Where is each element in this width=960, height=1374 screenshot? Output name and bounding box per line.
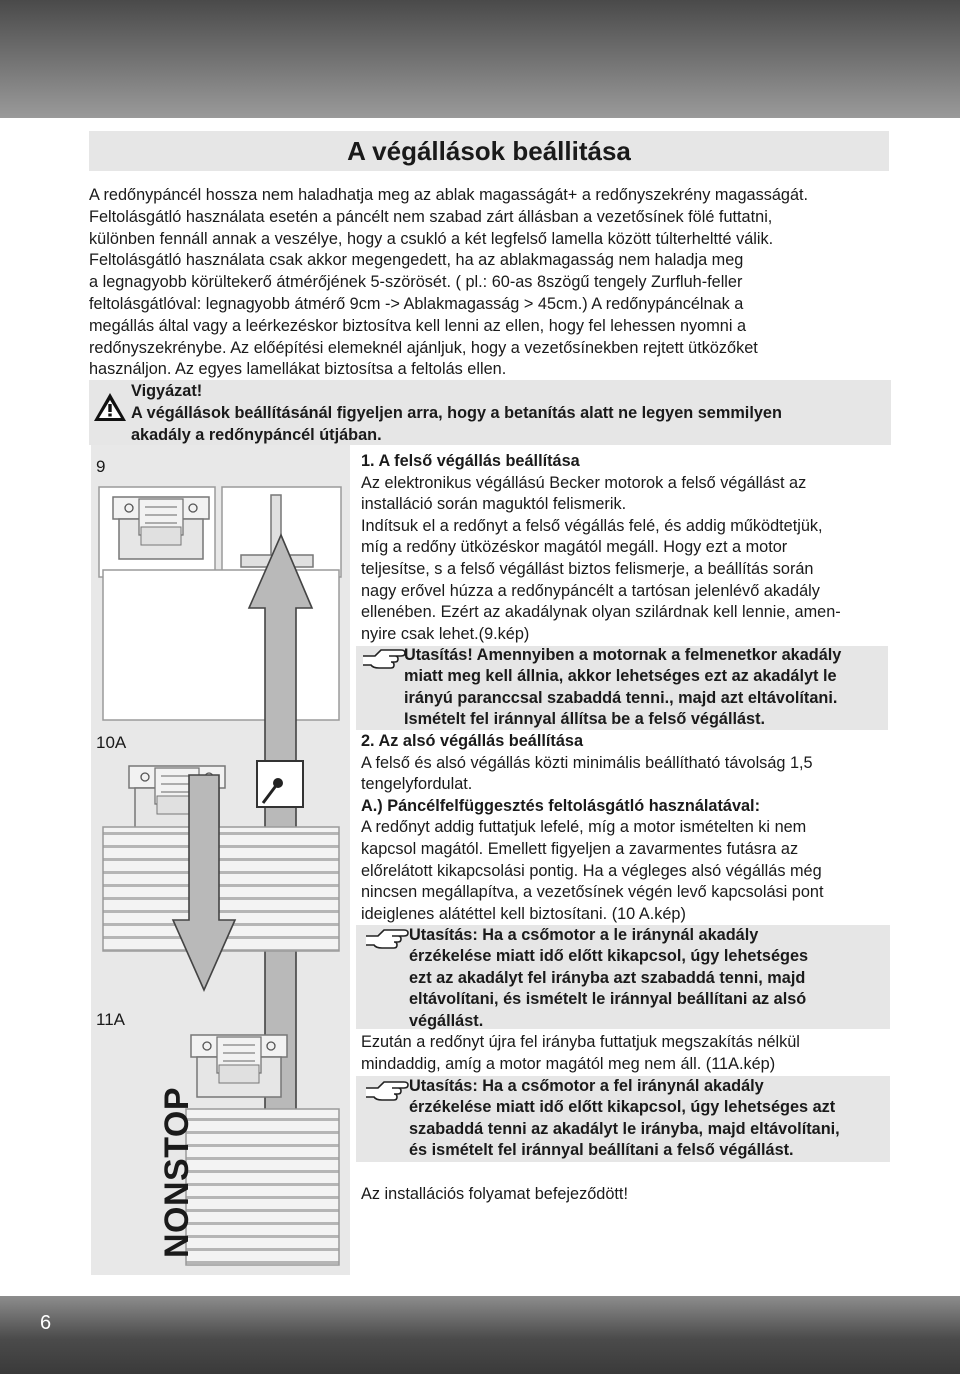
- shutter-slats: [186, 1109, 339, 1265]
- intro-line: Feltolásgátló használata esetén a páncélt nem szabad zárt állásban a vezetősínek fölé futtatni,: [89, 207, 773, 226]
- intro-line: a legnagyobb körültekerő átmérőjének 5-szörösét. ( pl.: 60-as 8szögű tengely Zurfluh-feller: [89, 273, 743, 292]
- pointing-hand-icon: [361, 646, 407, 672]
- figure-label-11a: 11A: [96, 1010, 125, 1029]
- intro-line: redőnyszekrénybe. Az előépítési elemeknél ajánljuk, hogy a vezetősínekben rejtett ütközőket: [89, 338, 758, 357]
- section1-text: 1. A felső végállás beállítása Az elektronikus végállású Becker motorok a felső végállást az installáció során maguktól felismerik. Indítsuk el a redőnyt a felső végállás felé, és addig működtetjük, míg a redőny ütközéskor magától megáll. Hogy ezt a motor teljesítse, s a felső végállást biztos felismerje, a beállítás során nagy erővel húzza a redőnypáncélt a tartósan jelenlévő akadály ellenében. Ezért az akadálynak olyan szilárdnak kell lennie, amen- nyire csak lehet.(9.kép): [361, 452, 841, 643]
- intro-line: Feltolásgátló használata csak akkor megengedett, ha az ablakmagasság nem haladja meg: [89, 251, 744, 270]
- section2-text: 2. Az alsó végállás beállítása A felső és alsó végállás közti minimális beállítható távolság 1,5 tengelyfordulat. A.) Páncélfelfüggesztés feltolásgátló használatával: A redőnyt addig futtatjuk lefelé, míg a motor ismételten ki nem kapcsol magától. Emellett figyeljen a zavarmentes futásra az előrelátott kikapcsolási pontig. Ha a végleges alsó végállás még nincsen megállapítva, a vezetősínek végén levő kapcsolási pont ideiglenes alátéttel kell biztosítani. (10 A.kép): [361, 732, 824, 923]
- figures-panel: [91, 445, 350, 1275]
- header-band: [0, 0, 960, 118]
- section1-heading: 1. A felső végállás beállítása: [361, 452, 580, 470]
- footer-band: [0, 1296, 960, 1374]
- curtain-hanger-icon: [113, 497, 209, 559]
- final-text: Az installációs folyamat befejeződött!: [361, 1185, 628, 1203]
- intro-line: feltolásgátlóval: legnagyobb átmérő 9cm -> Ablakmagasság > 45cm.) A redőnypáncélnak a: [89, 294, 744, 313]
- pointing-hand-icon: [364, 926, 410, 952]
- section2-heading: 2. Az alsó végállás beállítása: [361, 732, 584, 750]
- note-3: Utasítás: Ha a csőmotor a fel iránynál akadály érzékelése miatt idő előtt kikapcsol, úgy lehetséges azt szabaddá tenni az akadályt le irányba, majd eltávolítani, és ismételt fel iránnyal beállítani a felső végállást.: [409, 1077, 840, 1160]
- curtain-hanger-icon: [191, 1035, 287, 1097]
- note-1: Utasítás! Amennyiben a motornak a felmenetkor akadály miatt meg kell állnia, akkor lehetséges ezt az akadályt le irányú paranccsal szabaddá tenni., majd azt eltávolítani. Ismételt fel iránnyal állítsa be a felső végállást.: [404, 646, 842, 729]
- figure-label-9: 9: [96, 457, 106, 476]
- illustrations: [91, 445, 350, 1275]
- note-2: Utasítás: Ha a csőmotor a le iránynál akadály érzékelése miatt idő előtt kikapcsol, úgy lehetséges ezt az akadályt fel irányba azt szabaddá tenni, majd eltávolítani, és ismételt le iránnyal beállítani az alsó végállást.: [409, 926, 809, 1030]
- section2-subheading: A.) Páncélfelfüggesztés feltolásgátló használatával:: [361, 796, 761, 815]
- intro-paragraph: [89, 185, 899, 381]
- figure-label-10a: 10A: [96, 733, 127, 752]
- intro-line: A redőnypáncél hossza nem haladhatja meg az ablak magasságát+ a redőnyszekrény magasságát.: [89, 186, 809, 204]
- warning-text: A végállások beállításánál figyeljen arra, hogy a betanítás alatt ne legyen semmilyen akadály a redőnypáncél útjában.: [131, 404, 782, 444]
- warning-title: Vigyázat!: [131, 382, 203, 400]
- section2-after-text: Ezután a redőnyt újra fel irányba futtatjuk megszakítás nélkül mindaddig, amíg a motor magától meg nem áll. (11A.kép): [361, 1033, 800, 1073]
- intro-line: használjon. Az egyes lamellákat biztosítsa a feltolás ellen.: [89, 360, 507, 379]
- warning-triangle-icon: [92, 391, 128, 423]
- page-number: 6: [40, 1312, 52, 1334]
- warning-box: [89, 380, 891, 445]
- page-title: A végállások beállitása: [89, 131, 889, 171]
- intro-line: különben fennáll annak a veszélye, hogy a csukló a két legfelső lamella között túlterheltté válik.: [89, 229, 774, 248]
- intro-line: megállás által vagy a leérkezéskor biztosítva kell lenni az ellen, hogy fel lehessen nyomni a: [89, 316, 747, 335]
- nonstop-label: NONSTOP: [158, 1086, 196, 1258]
- pointing-hand-icon: [364, 1078, 410, 1104]
